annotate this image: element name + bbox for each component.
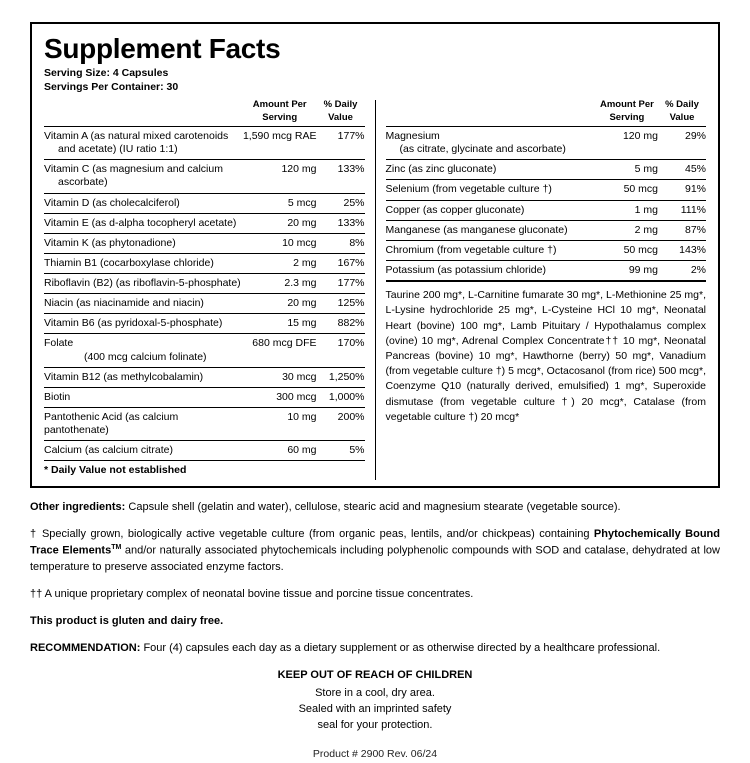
nutrient-amount: 20 mg — [243, 294, 317, 314]
nutrient-dv: 45% — [658, 160, 706, 180]
table-row — [44, 334, 365, 367]
nutrient-name: Manganese (as manganese gluconate) — [386, 220, 596, 240]
nutrient-amount: 30 mcg — [243, 367, 317, 387]
nutrient-amount: 680 mcg DFE — [243, 334, 317, 367]
nutrient-dv: 177% — [317, 127, 365, 160]
table-row — [386, 240, 707, 260]
nutrient-name: Vitamin B12 (as methylcobalamin) — [44, 367, 243, 387]
dagger-footnote-part1: † Specially grown, biologically active vegetable culture (from organic peas, lentils, and/or chickpeas) containing — [30, 528, 594, 541]
nutrient-name: Vitamin A (as natural mixed carotenoids — [44, 130, 229, 143]
nutrient-dv: 25% — [317, 193, 365, 213]
nutrient-name: Vitamin C (as magnesium and calcium — [44, 163, 223, 176]
nutrient-dv: 170% — [317, 334, 365, 367]
daily-value-footnote: * Daily Value not established — [44, 464, 187, 477]
table-row — [44, 294, 365, 314]
dagger-footnote-bold: Phytochemically Bound Trace Elements — [30, 528, 720, 558]
nutrient-name: Pantothenic Acid (as calcium pantothenate) — [44, 407, 243, 440]
recommendation — [30, 641, 720, 657]
nutrient-dv: 1,250% — [317, 367, 365, 387]
table-row — [386, 180, 707, 200]
nutrient-name: Potassium (as potassium chloride) — [386, 260, 596, 280]
nutrient-name: Thiamin B1 (cocarboxylase chloride) — [44, 253, 243, 273]
page-title: Supplement Facts — [44, 33, 281, 64]
table-row — [44, 387, 365, 407]
recommendation-label: RECOMMENDATION: — [30, 641, 141, 654]
table-row — [386, 220, 707, 240]
nutrient-name: Folate — [44, 337, 74, 350]
nutrient-name: Chromium (from vegetable culture †) — [386, 240, 596, 260]
nutrient-name-cont: and acetate) (IU ratio 1:1) — [58, 143, 178, 156]
other-ingredients — [30, 500, 720, 516]
nutrient-dv: 133% — [317, 213, 365, 233]
header-blank-left-2 — [44, 113, 243, 126]
header-dv-left-line1: % Daily — [323, 99, 358, 111]
nutrient-name: Riboflavin (B2) (as riboflavin-5-phosphate) — [44, 274, 243, 294]
nutrient-name: Copper (as copper gluconate) — [386, 200, 596, 220]
serving-size: Serving Size: 4 Capsules — [44, 67, 169, 80]
table-row — [44, 367, 365, 387]
nutrient-amount: 10 mg — [243, 407, 317, 440]
nutrient-dv: 200% — [317, 407, 365, 440]
nutrient-name-cont: (400 mcg calcium folinate) — [84, 350, 207, 363]
storage-line-3: seal for your protection. — [317, 718, 433, 731]
nutrient-amount: 99 mg — [596, 260, 658, 280]
nutrient-dv: 143% — [658, 240, 706, 260]
nutrition-table-left — [44, 100, 365, 480]
nutrient-name: Vitamin K (as phytonadione) — [44, 233, 243, 253]
table-row — [44, 193, 365, 213]
nutrition-columns — [44, 100, 706, 480]
table-row — [44, 127, 365, 160]
nutrition-table-right — [386, 100, 707, 281]
nutrient-amount: 1 mg — [596, 200, 658, 220]
table-row — [386, 260, 707, 280]
table-row — [386, 200, 707, 220]
nutrient-dv: 177% — [317, 274, 365, 294]
header-amount-right-line1: Amount Per — [599, 99, 654, 111]
product-number-line: Product # 2900 Rev. 06/24 — [312, 748, 438, 761]
nutrient-dv: 167% — [317, 253, 365, 273]
nutrient-amount: 2.3 mg — [243, 274, 317, 294]
nutrient-dv: 133% — [317, 160, 365, 193]
nutrient-name-cont: ascorbate) — [58, 176, 108, 189]
trademark-superscript: TM — [111, 544, 122, 552]
nutrient-name: Zinc (as zinc gluconate) — [386, 160, 596, 180]
label-footer — [30, 500, 720, 762]
nutrient-name: Vitamin D (as cholecalciferol) — [44, 193, 243, 213]
nutrient-dv: 29% — [658, 127, 706, 160]
nutrient-amount: 15 mg — [243, 314, 317, 334]
other-ingredients-label: Other ingredients: — [30, 501, 126, 514]
table-row — [44, 213, 365, 233]
nutrient-dv: 2% — [658, 260, 706, 280]
nutrient-amount: 50 mcg — [596, 180, 658, 200]
nutrient-name: Vitamin E (as d-alpha tocopheryl acetate) — [44, 213, 243, 233]
table-row — [44, 253, 365, 273]
nutrient-dv: 111% — [658, 200, 706, 220]
nutrient-dv: 91% — [658, 180, 706, 200]
table-row — [44, 233, 365, 253]
nutrient-amount: 50 mcg — [596, 240, 658, 260]
nutrient-dv: 8% — [317, 233, 365, 253]
nutrient-name: Magnesium — [385, 130, 440, 143]
nutrient-dv: 1,000% — [317, 387, 365, 407]
servings-per-container: Servings Per Container: 30 — [44, 80, 179, 93]
nutrient-name: Selenium (from vegetable culture †) — [386, 180, 596, 200]
header-dv-right-line1: % Daily — [665, 99, 699, 111]
nutrient-amount: 2 mg — [596, 220, 658, 240]
nutrient-name-cont: (as citrate, glycinate and ascorbate) — [399, 143, 566, 156]
header-amount-right-line2: Serving — [596, 113, 658, 126]
nutrient-amount: 120 mg — [243, 160, 317, 193]
nutrient-dv: 5% — [317, 441, 365, 461]
nutrient-dv: 87% — [658, 220, 706, 240]
table-row — [386, 160, 707, 180]
table-row — [44, 160, 365, 193]
gluten-free-statement: This product is gluten and dairy free. — [30, 614, 224, 627]
table-row — [386, 127, 707, 160]
nutrient-amount: 10 mcg — [243, 233, 317, 253]
nutrient-name: Niacin (as niacinamide and niacin) — [44, 294, 243, 314]
nutrient-name: Vitamin B6 (as pyridoxal-5-phosphate) — [44, 314, 243, 334]
header-blank-right — [386, 100, 596, 113]
nutrient-amount: 120 mg — [596, 127, 658, 160]
header-amount-left-line1: Amount Per — [252, 99, 307, 111]
header-dv-right-line2: Value — [658, 113, 706, 126]
table-row-footnote — [44, 461, 365, 481]
header-blank-right-2 — [386, 113, 596, 126]
header-dv-left-line2: Value — [317, 113, 365, 126]
nutrient-amount: 5 mg — [596, 160, 658, 180]
double-dagger-footnote: †† A unique proprietary complex of neonatal bovine tissue and porcine tissue concentrates. — [30, 587, 474, 600]
storage-line-2: Sealed with an imprinted safety — [298, 702, 452, 715]
nutrient-amount: 5 mcg — [243, 193, 317, 213]
supplement-facts-panel — [30, 22, 720, 488]
nutrition-column-left — [44, 100, 375, 480]
table-row — [44, 274, 365, 294]
nutrient-amount: 1,590 mcg RAE — [243, 127, 317, 160]
table-row — [44, 441, 365, 461]
recommendation-text: Four (4) capsules each day as a dietary supplement or as otherwise directed by a healthcare professional. — [140, 641, 661, 654]
nutrient-name: Biotin — [44, 387, 243, 407]
proprietary-blend-text: Taurine 200 mg*, L-Carnitine fumarate 30 mg*, L-Methionine 25 mg*, L-Lysine hydrochloride 25 mg*, L-Cysteine HCl 10 mg*, Neonatal Heart (bovine) 100 mg*, Lamb Pituitary / Hypothalamus complex (ovine) 10 mg*, Adrenal Complex Concentrate†† 10 mg*, Neonatal Pancreas (bovine) 10 mg*, Hawthorne (berry) 50 mg*, Vanadium (from vegetable culture †) 5 mcg*, Octacosanol (from rice) 500 mcg*, Coenzyme Q10 (naturally derived, emulsified) 1 mg*, Superoxide dismutase (from vegetable culture †) 20 mcg*, Catalase (from vegetable culture †) 20 mcg* — [385, 289, 706, 423]
table-row — [44, 407, 365, 440]
other-ingredients-text: Capsule shell (gelatin and water), cellulose, stearic acid and magnesium stearate (vegetable source). — [125, 501, 621, 514]
nutrient-dv: 125% — [317, 294, 365, 314]
dagger-footnote — [30, 527, 720, 575]
nutrient-amount: 20 mg — [243, 213, 317, 233]
nutrient-name: Calcium (as calcium citrate) — [44, 441, 243, 461]
nutrition-column-right — [375, 100, 707, 480]
nutrient-amount: 2 mg — [243, 253, 317, 273]
nutrient-amount: 60 mg — [243, 441, 317, 461]
header-amount-left-line2: Serving — [243, 113, 317, 126]
dagger-footnote-part2: and/or naturally associated phytochemicals including polyphenolic compounds with SOD and catalase, dehydrated at low temperature to preserve associated enzyme factors. — [30, 545, 720, 573]
nutrient-amount: 300 mcg — [243, 387, 317, 407]
table-row — [44, 314, 365, 334]
nutrient-dv: 882% — [317, 314, 365, 334]
keep-out-of-reach-title: KEEP OUT OF REACH OF CHILDREN — [277, 668, 473, 681]
storage-line-1: Store in a cool, dry area. — [315, 686, 435, 699]
header-blank-left — [44, 100, 243, 113]
